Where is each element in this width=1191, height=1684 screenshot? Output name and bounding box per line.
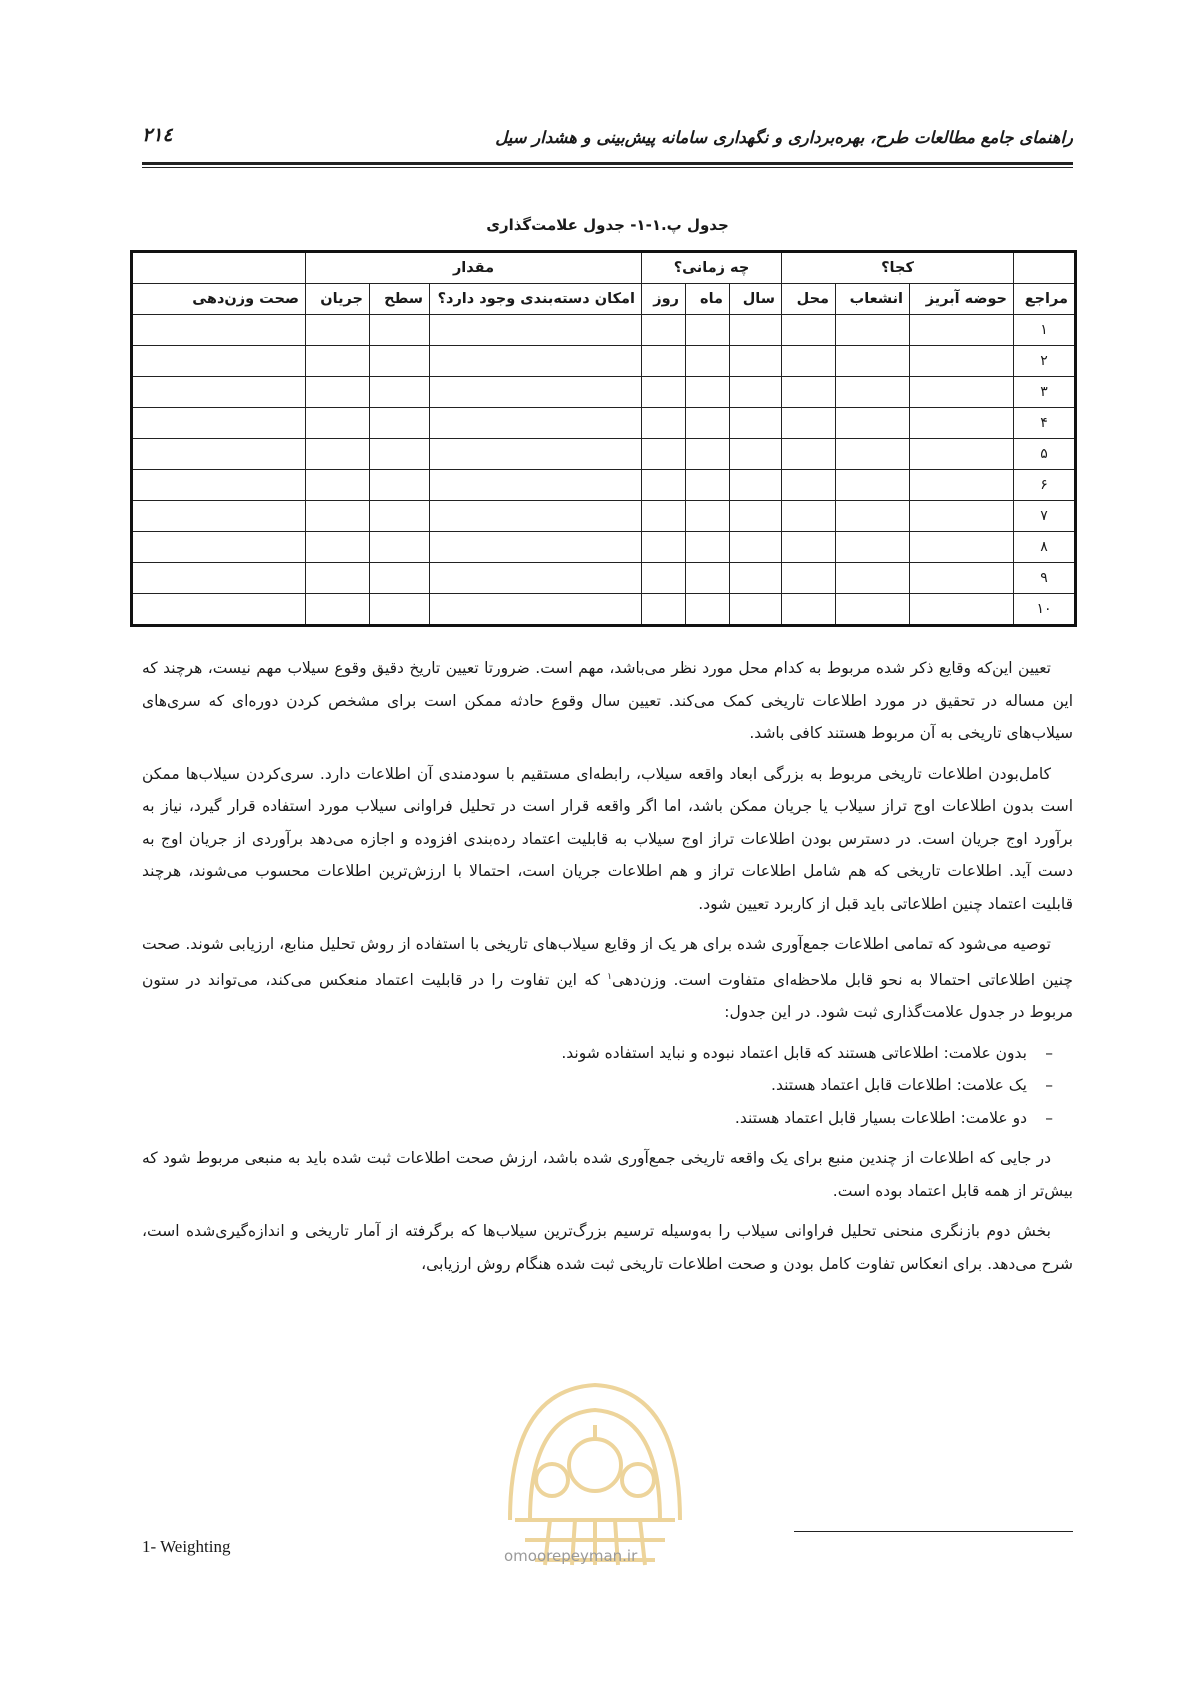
table-cell: [730, 563, 782, 594]
col-header-flow: جریان: [306, 284, 370, 315]
paragraph-text: که این تفاوت را در قابلیت اعتماد منعکس می‌کند، می‌تواند در ستون مربوط در جدول علامت‌گذاری ثبت شود. در این جدول:: [142, 970, 1073, 1022]
table-cell: [132, 439, 306, 470]
list-item-text: دو علامت: اطلاعات بسیار قابل اعتماد هستند.: [734, 1108, 1027, 1127]
empty-header-cell: [1014, 252, 1076, 284]
table-cell: [686, 594, 730, 626]
table-cell: [642, 346, 686, 377]
col-header-references: مراجع: [1014, 284, 1076, 315]
table-cell: [836, 408, 910, 439]
table-cell: [910, 532, 1014, 563]
table-row: [132, 377, 1076, 408]
table-row: [132, 346, 1076, 377]
table-cell: [836, 563, 910, 594]
table-cell: [132, 563, 306, 594]
col-header-level: سطح: [370, 284, 430, 315]
table-cell: [836, 315, 910, 346]
bullet-dash: –: [1045, 1043, 1053, 1062]
table-cell: [132, 470, 306, 501]
col-header-month: ماه: [686, 284, 730, 315]
row-reference-number: ۲: [1014, 346, 1076, 377]
table-cell: [370, 346, 430, 377]
table-cell: [642, 439, 686, 470]
table-cell: [782, 439, 836, 470]
body-text: [142, 652, 1073, 1288]
table-row: [132, 315, 1076, 346]
table-cell: [782, 532, 836, 563]
table-cell: [642, 408, 686, 439]
bullet-dash: –: [1045, 1076, 1053, 1095]
page-number: ۲۱٤: [142, 124, 173, 146]
table-cell: [782, 563, 836, 594]
table-cell: [642, 563, 686, 594]
table-cell: [642, 377, 686, 408]
table-cell: [910, 501, 1014, 532]
table-cell: [430, 377, 642, 408]
bullet-list: [142, 1037, 1073, 1135]
table-cell: [730, 408, 782, 439]
table-cell: [730, 315, 782, 346]
table-cell: [370, 470, 430, 501]
table-cell: [686, 501, 730, 532]
table-cell: [430, 346, 642, 377]
paragraph: [142, 928, 1073, 1029]
table-cell: [132, 408, 306, 439]
list-item-text: یک علامت: اطلاعات قابل اعتماد هستند.: [771, 1076, 1027, 1095]
table-cell: [836, 501, 910, 532]
footnote-rule: [794, 1531, 1073, 1532]
row-reference-number: ۸: [1014, 532, 1076, 563]
col-header-weighting: صحت وزن‌دهی: [132, 284, 306, 315]
table-cell: [730, 377, 782, 408]
table-cell: [132, 315, 306, 346]
col-header-location: محل: [782, 284, 836, 315]
table-cell: [782, 470, 836, 501]
header-rule: [142, 162, 1073, 168]
col-header-watershed: حوضه آبریز: [910, 284, 1014, 315]
table-row: [132, 470, 1076, 501]
table-cell: [306, 470, 370, 501]
list-item-text: بدون علامت: اطلاعاتی هستند که قابل اعتماد نبوده و نباید استفاده شوند.: [561, 1043, 1027, 1062]
row-reference-number: ۹: [1014, 563, 1076, 594]
table-cell: [306, 408, 370, 439]
table-cell: [836, 532, 910, 563]
table-cell: [642, 532, 686, 563]
table-cell: [782, 377, 836, 408]
col-header-branch: انشعاب: [836, 284, 910, 315]
table-cell: [306, 315, 370, 346]
table-row: [132, 563, 1076, 594]
table-row: [132, 532, 1076, 563]
table-cell: [910, 470, 1014, 501]
table-cell: [730, 470, 782, 501]
table-cell: [430, 439, 642, 470]
table-row: [132, 594, 1076, 626]
row-reference-number: ۵: [1014, 439, 1076, 470]
table-cell: [686, 408, 730, 439]
table-cell: [910, 594, 1014, 626]
list-item: [142, 1037, 1053, 1070]
table-cell: [836, 470, 910, 501]
table-cell: [370, 501, 430, 532]
table-row: [132, 408, 1076, 439]
table-cell: [306, 594, 370, 626]
table-cell: [370, 377, 430, 408]
table-cell: [370, 594, 430, 626]
table-column-header-row: [132, 284, 1076, 315]
table-cell: [686, 346, 730, 377]
table-cell: [910, 408, 1014, 439]
scales-of-justice-emblem-icon: [490, 1370, 700, 1570]
table-cell: [686, 532, 730, 563]
table-cell: [730, 532, 782, 563]
table-row: [132, 501, 1076, 532]
table-cell: [370, 439, 430, 470]
table-cell: [132, 501, 306, 532]
list-item: [142, 1069, 1053, 1102]
table-body: [132, 315, 1076, 626]
table-cell: [730, 501, 782, 532]
table-cell: [782, 346, 836, 377]
table-cell: [430, 501, 642, 532]
table-cell: [430, 470, 642, 501]
table-cell: [642, 594, 686, 626]
table-group-header-row: [132, 252, 1076, 284]
table-cell: [836, 439, 910, 470]
table-cell: [686, 377, 730, 408]
table-cell: [132, 532, 306, 563]
table-cell: [836, 377, 910, 408]
table-cell: [370, 563, 430, 594]
paragraph: بخش دوم بازنگری منحنی تحلیل فراوانی سیلاب را به‌وسیله ترسیم بزرگ‌ترین سیلاب‌ها که برگرفته از آمار تاریخی و اندازه‌گیری‌شده است، شرح می‌دهد. برای انعکاس تفاوت کامل بودن و صحت اطلاعات تاریخی ثبت شده هنگام روش ارزیابی،: [142, 1222, 1073, 1273]
table-cell: [910, 439, 1014, 470]
table-cell: [370, 408, 430, 439]
table-cell: [430, 315, 642, 346]
table-cell: [306, 377, 370, 408]
row-reference-number: ۷: [1014, 501, 1076, 532]
table-cell: [730, 346, 782, 377]
table-cell: [642, 315, 686, 346]
table-cell: [642, 470, 686, 501]
running-header: [142, 122, 1073, 162]
table-cell: [686, 563, 730, 594]
row-reference-number: ۶: [1014, 470, 1076, 501]
table-cell: [910, 315, 1014, 346]
table-cell: [836, 346, 910, 377]
table-cell: [132, 377, 306, 408]
marking-table: [130, 250, 1077, 627]
table-cell: [430, 532, 642, 563]
table-caption: جدول پ.۱-۱- جدول علامت‌گذاری: [486, 216, 729, 234]
paragraph: کامل‌بودن اطلاعات تاریخی مربوط به بزرگی ابعاد واقعه سیلاب، رابطه‌ای مستقیم با سودمندی آن اطلاعات دارد. سری‌کردن سیلاب‌ها ممکن است بدون اطلاعات اوج تراز سیلاب یا جریان ممکن باشد، اما اگر واقعه قرار است در تحلیل فراوانی سیلاب مورد استفاده قرار گیرد، نیاز به برآورد اوج جریان است. در دسترس بودن اطلاعات تراز اوج سیلاب به قابلیت اعتماد رده‌بندی افزوده و اجازه می‌دهد برآوردی از جریان اوج به دست آید. اطلاعات تاریخی که هم شامل اطلاعات تراز و هم اطلاعات جریان است، احتمالا با ارزش‌ترین اطلاعات محسوب می‌شوند، هرچند قابلیت اعتماد چنین اطلاعاتی باید قبل از کاربرد تعیین شود.: [142, 764, 1073, 913]
watermark-url: omoorepeyman.ir: [504, 1547, 638, 1565]
table-cell: [642, 501, 686, 532]
table-cell: [836, 594, 910, 626]
table-cell: [910, 563, 1014, 594]
table-cell: [430, 594, 642, 626]
list-item: [142, 1102, 1053, 1135]
table-cell: [430, 408, 642, 439]
group-header-amount: مقدار: [306, 252, 642, 284]
table-cell: [686, 470, 730, 501]
table-row: [132, 439, 1076, 470]
row-reference-number: ۱: [1014, 315, 1076, 346]
paragraph: تعیین این‌که وقایع ذکر شده مربوط به کدام محل مورد نظر می‌باشد، مهم است. ضرورتا تعیین تاریخ دقیق وقوع سیلاب مهم نیست، هرچند که این مساله در تحقیق در مورد اطلاعات تاریخی کمک می‌کند. تعیین سال وقوع حادثه ممکن است برای مشخص کردن دوره‌ای که سری‌های سیلاب‌های تاریخی به آن مربوط هستند کافی باشد.: [142, 659, 1073, 742]
table-cell: [306, 439, 370, 470]
col-header-year: سال: [730, 284, 782, 315]
table-cell: [782, 408, 836, 439]
table-cell: [782, 315, 836, 346]
paragraph-text: توصیه می‌شود که تمامی اطلاعات جمع‌آوری شده برای هر یک از وقایع سیلاب‌های تاریخی با استفاده از روش تحلیل منابع، ارزیابی شوند. صحت چنین اطلاعاتی احتمالا به نحو قابل ملاحظه‌ای متفاوت است. وزن‌دهی: [142, 935, 1073, 989]
footnote-marker: ۱: [607, 971, 612, 982]
table-cell: [782, 501, 836, 532]
table-cell: [306, 563, 370, 594]
row-reference-number: ۴: [1014, 408, 1076, 439]
header-title: راهنمای جامع مطالعات طرح، بهره‌برداری و نگهداری سامانه پیش‌بینی و هشدار سیل: [495, 128, 1073, 147]
table-cell: [306, 532, 370, 563]
table-cell: [370, 532, 430, 563]
table-cell: [370, 315, 430, 346]
table-cell: [686, 439, 730, 470]
footnote: 1- Weighting: [142, 1537, 231, 1556]
empty-header-cell: [132, 252, 306, 284]
table-cell: [910, 346, 1014, 377]
row-reference-number: ۱۰: [1014, 594, 1076, 626]
table-cell: [430, 563, 642, 594]
table-cell: [910, 377, 1014, 408]
table-cell: [730, 594, 782, 626]
table-cell: [730, 439, 782, 470]
table-cell: [686, 315, 730, 346]
paragraph: در جایی که اطلاعات از چندین منبع برای یک واقعه تاریخی جمع‌آوری شده باشد، ارزش صحت اطلاعات ثبت شده باید به منبعی مربوط شود که بیش‌تر از همه قابل اعتماد بوده است.: [142, 1149, 1073, 1200]
col-header-classification: امکان دسته‌بندی وجود دارد؟: [430, 284, 642, 315]
bullet-dash: –: [1045, 1108, 1053, 1127]
table-cell: [132, 346, 306, 377]
table-cell: [132, 594, 306, 626]
table-cell: [306, 346, 370, 377]
table-cell: [306, 501, 370, 532]
table-cell: [782, 594, 836, 626]
row-reference-number: ۳: [1014, 377, 1076, 408]
col-header-day: روز: [642, 284, 686, 315]
group-header-when: چه زمانی؟: [642, 252, 782, 284]
group-header-where: کجا؟: [782, 252, 1014, 284]
